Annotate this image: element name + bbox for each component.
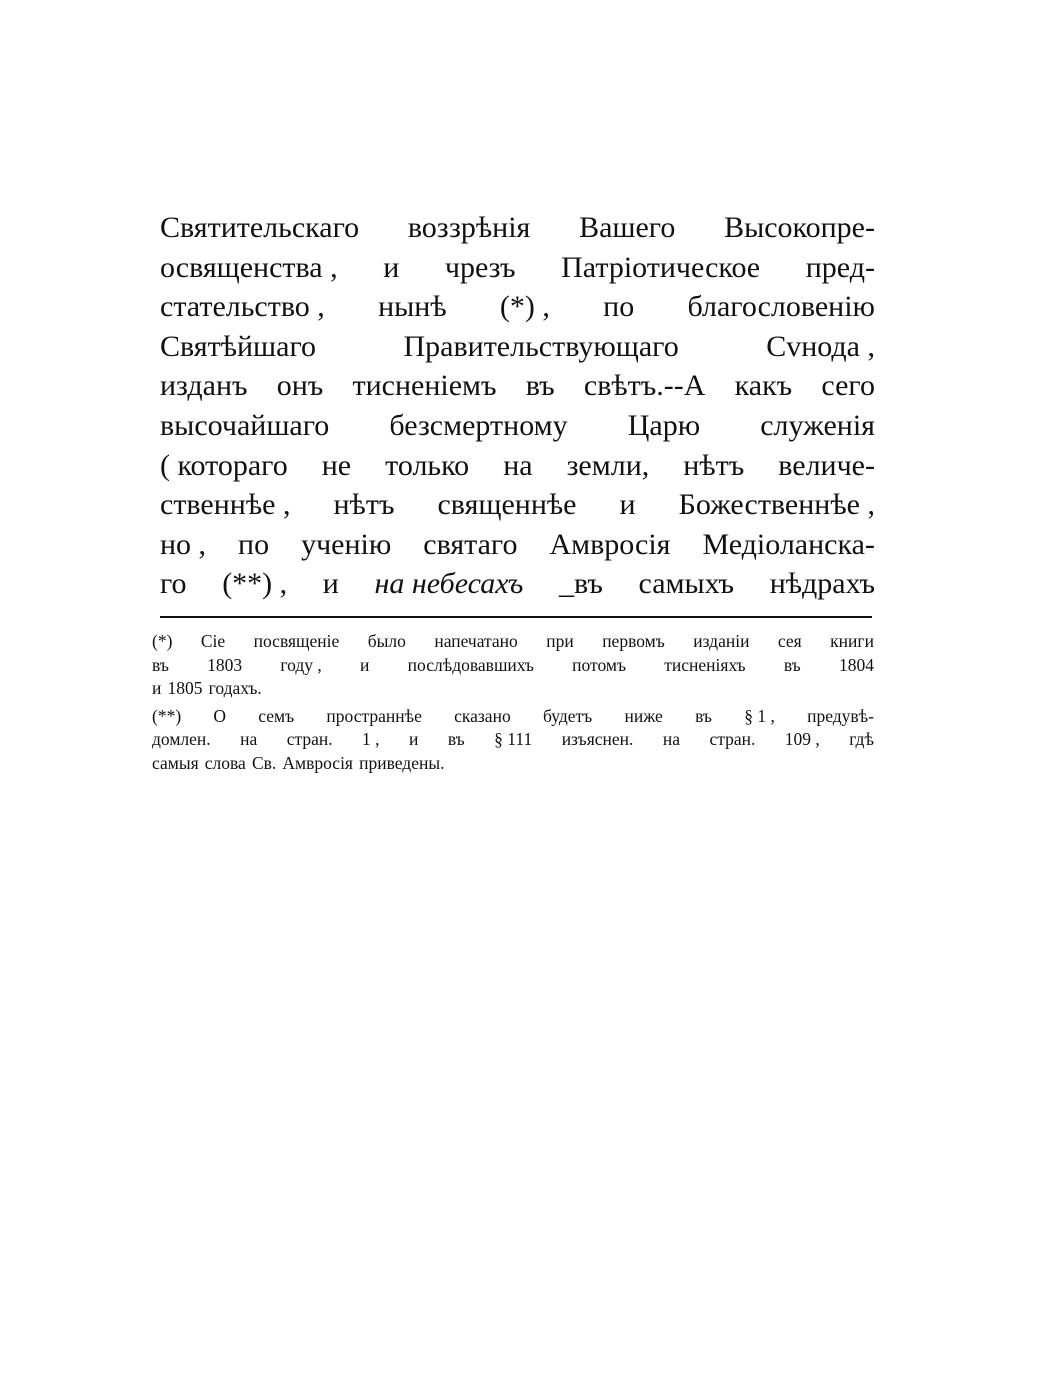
word: на небесахъ [374, 567, 524, 601]
word: только [385, 448, 470, 482]
word: Медіоланска- [702, 527, 875, 561]
word: Патріотическое [561, 250, 761, 284]
word: семъ [258, 705, 295, 726]
word: сея [777, 631, 802, 651]
word: посвященіе [253, 631, 340, 651]
word: 1804 [838, 654, 874, 675]
text-line [160, 208, 875, 248]
word: нѣтъ [683, 448, 745, 482]
word: ственнѣе , [160, 488, 291, 522]
word: го [160, 567, 187, 601]
word: Царю [627, 408, 701, 442]
text-line [160, 366, 875, 406]
word: Вашего [579, 211, 676, 244]
footnote-marker: (**) [152, 705, 182, 726]
word: ученію [301, 527, 392, 561]
word: (*) , [499, 290, 550, 324]
word: 1 , [362, 729, 380, 749]
word: и [360, 654, 370, 675]
word: нѣдрахъ [769, 567, 875, 601]
word: и [619, 488, 636, 522]
word: книги [830, 631, 874, 651]
word: служенія [760, 408, 875, 442]
footnote-line [152, 752, 874, 776]
footnote-line [152, 630, 874, 654]
word: Св. [251, 752, 277, 773]
word: пред- [805, 250, 875, 284]
word: годахъ. [208, 678, 262, 698]
word: воззрѣнія [407, 211, 531, 244]
word: изданіи [693, 631, 750, 651]
word: высочайшаго [160, 408, 330, 442]
word: въ [695, 705, 712, 726]
word: и [408, 729, 419, 749]
word: Амвросія [282, 752, 353, 773]
footnote-line [152, 654, 874, 678]
word: самыя [152, 752, 199, 773]
word: 1803 [207, 654, 243, 675]
text-line [160, 248, 875, 288]
footnotes [152, 630, 874, 775]
word: стательство , [160, 290, 325, 324]
word: 109 , [784, 729, 820, 749]
word: Сvнода , [766, 329, 875, 363]
word: году , [280, 654, 322, 675]
word: стран. [286, 729, 333, 749]
word: тисненіяхъ [664, 654, 746, 675]
text-line [160, 287, 875, 327]
footnote-line [152, 677, 874, 701]
text-line [160, 406, 875, 446]
word: освященства , [160, 250, 338, 284]
word: будетъ [542, 705, 593, 726]
word: стран. [709, 729, 756, 749]
word: чрезъ [444, 250, 516, 284]
word: на [503, 448, 533, 482]
footnote-marker: (*) [152, 631, 173, 651]
word: _въ [558, 567, 603, 601]
word: благословенію [687, 290, 875, 324]
word: безсмертному [389, 408, 568, 442]
text-line [160, 327, 875, 367]
word: первомъ [602, 631, 665, 651]
footnote-line [152, 728, 874, 752]
word: Божественнѣе , [678, 488, 875, 522]
word: священнѣе [437, 488, 577, 522]
word: въ [152, 654, 169, 675]
word: и [152, 678, 162, 698]
word: онъ [276, 369, 324, 403]
word: на [662, 729, 680, 749]
word: нѣтъ [333, 488, 395, 522]
word: и [383, 250, 400, 284]
word: тисненіемъ [352, 369, 497, 403]
word: ( котораго [160, 448, 288, 482]
word: напечатано [434, 631, 518, 651]
word: потомъ [572, 654, 627, 675]
word: по [238, 527, 270, 561]
word: Амвросія [549, 527, 671, 561]
word: сего [821, 369, 875, 403]
footnote [152, 630, 874, 701]
text-line [160, 525, 875, 565]
word: свѣтъ.--А [583, 369, 706, 403]
word: въ [525, 369, 555, 403]
word: Сіе [200, 631, 226, 651]
word: Высокопре- [724, 211, 875, 244]
footnote-line [152, 705, 874, 729]
word: § 111 [494, 729, 533, 749]
word: домлен. [152, 729, 211, 749]
word: но , [160, 527, 207, 561]
text-line [160, 564, 875, 604]
word: послѣдовавшихъ [407, 654, 534, 675]
word: и [322, 567, 339, 601]
word: Святительскаго [160, 211, 360, 244]
word: какъ [734, 369, 793, 403]
word: § 1 , [744, 705, 775, 726]
word: въ [447, 729, 465, 749]
word: не [321, 448, 352, 482]
text-line [160, 485, 875, 525]
word: слова [204, 752, 246, 773]
word: изданъ [160, 369, 248, 403]
word: ниже [624, 705, 663, 726]
word: по [603, 290, 635, 324]
word: сказано [454, 705, 511, 726]
word: гдѣ [849, 729, 874, 749]
word: О [213, 705, 227, 726]
word: изъяснен. [561, 729, 634, 749]
word: въ [783, 654, 801, 675]
footnote [152, 705, 874, 776]
word: при [546, 631, 574, 651]
word: величе- [778, 448, 875, 482]
word: самыхъ [638, 567, 735, 601]
word: земли, [566, 448, 650, 482]
word: предувѣ- [807, 705, 874, 726]
text-line [160, 446, 875, 486]
word: приведены. [359, 752, 445, 773]
word: Святѣйшаго [160, 329, 317, 363]
word: на [240, 729, 258, 749]
word: было [367, 631, 406, 651]
word: святаго [423, 527, 518, 561]
word: 1805 [167, 678, 203, 698]
word: пространнѣе [326, 705, 422, 726]
word: Правительствующаго [403, 329, 679, 363]
main-text [160, 208, 875, 604]
word: нынѣ [378, 290, 447, 324]
word: (**) , [222, 567, 288, 601]
footnote-separator [160, 616, 872, 618]
